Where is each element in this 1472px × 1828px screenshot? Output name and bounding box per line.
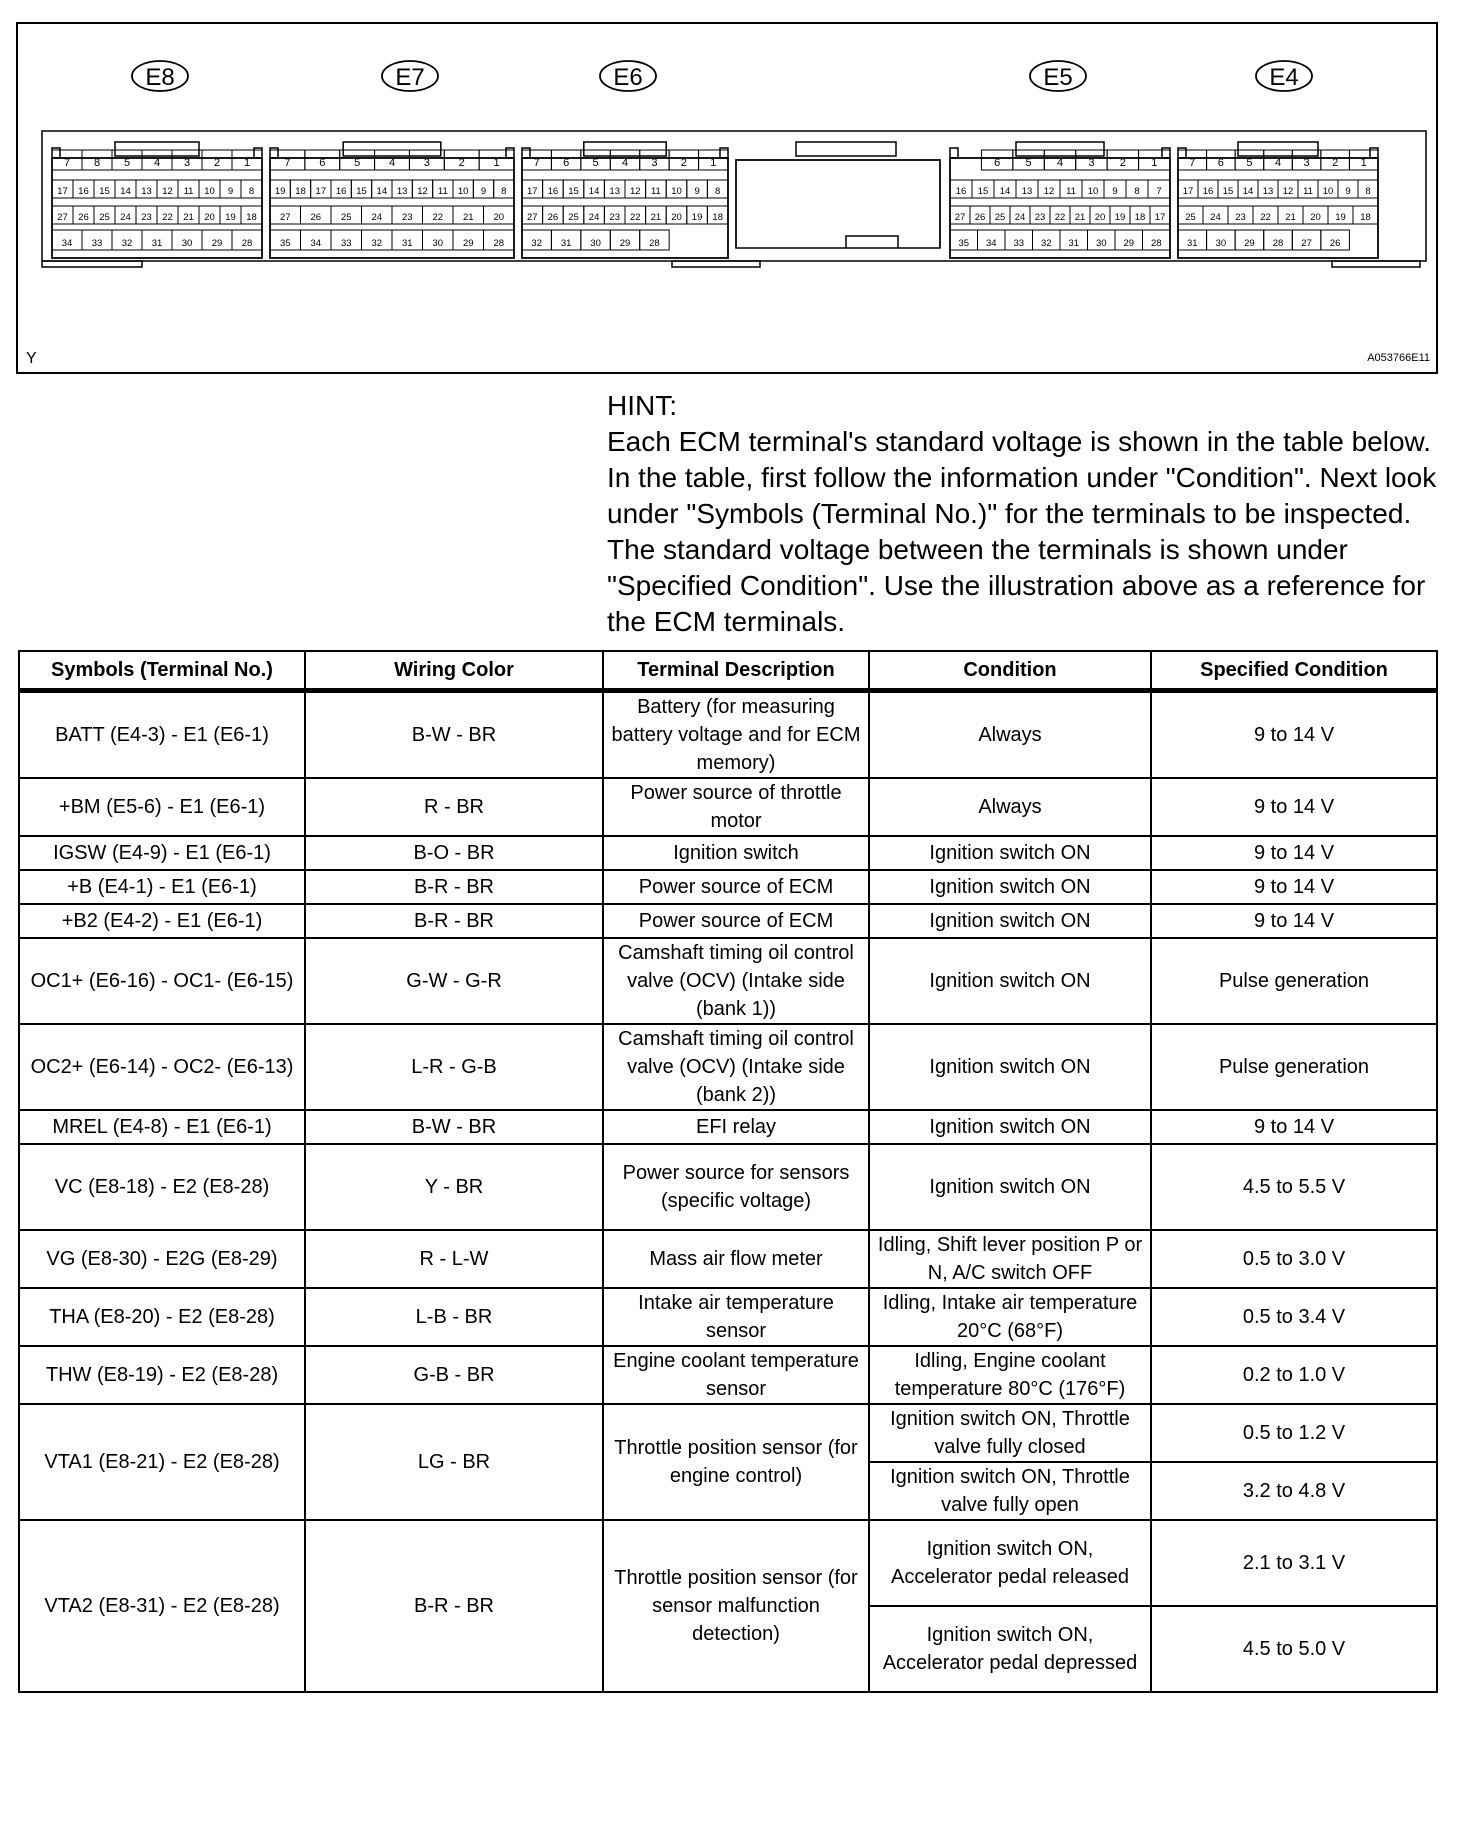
terminal-description: Throttle position sensor (for sensor malfunction detection)	[603, 1520, 869, 1692]
terminal-description: Power source of ECM	[603, 870, 869, 904]
table-row	[19, 1230, 1437, 1288]
terminal-number: 4	[1056, 157, 1064, 169]
terminal-number: 13	[609, 186, 620, 197]
condition: Ignition switch ON	[869, 1110, 1151, 1144]
terminal-number: 13	[396, 186, 408, 197]
terminal-number: 30	[590, 238, 601, 249]
connector-label: E5	[1043, 64, 1073, 91]
terminal-number: 9	[227, 186, 234, 197]
terminal-number: 32	[1040, 238, 1052, 249]
terminal-number: 24	[1014, 212, 1026, 223]
terminal-number: 28	[1272, 238, 1284, 249]
terminal-number: 7	[1156, 186, 1162, 197]
terminal-symbol: +B2 (E4-2) - E1 (E6-1)	[19, 904, 305, 938]
terminal-number: 7	[63, 157, 71, 169]
terminal-number: 27	[527, 212, 538, 223]
condition: Idling, Shift lever position P or N, A/C switch OFF	[869, 1230, 1151, 1288]
wiring-color: B-O - BR	[305, 836, 603, 870]
terminal-number: 16	[955, 186, 967, 197]
terminal-description: Battery (for measuring battery voltage and for ECM memory)	[603, 691, 869, 779]
wiring-color: B-W - BR	[305, 691, 603, 779]
terminal-number: 28	[649, 238, 660, 249]
terminal-description: Mass air flow meter	[603, 1230, 869, 1288]
terminal-number: 30	[1095, 238, 1107, 249]
terminal-number: 22	[1054, 212, 1066, 223]
table-row	[19, 1520, 1437, 1606]
terminal-number: 11	[1066, 186, 1076, 197]
connector-label: E8	[145, 64, 175, 91]
terminal-symbol: IGSW (E4-9) - E1 (E6-1)	[19, 836, 305, 870]
terminal-number: 31	[151, 238, 163, 249]
condition: Always	[869, 691, 1151, 779]
terminal-number: 2	[680, 157, 687, 169]
terminal-number: 8	[248, 186, 255, 197]
terminal-number: 13	[1021, 186, 1033, 197]
terminal-number: 22	[432, 212, 444, 223]
terminal-number: 13	[141, 186, 152, 197]
terminal-number: 6	[319, 157, 326, 169]
table-row	[19, 836, 1437, 870]
terminal-number: 7	[1189, 157, 1196, 169]
terminal-number: 26	[310, 212, 322, 223]
terminal-number: 24	[120, 212, 131, 223]
connector-latch	[343, 142, 441, 156]
terminal-number: 9	[1345, 186, 1351, 197]
terminal-symbol: THA (E8-20) - E2 (E8-28)	[19, 1288, 305, 1346]
terminal-number: 17	[57, 186, 68, 197]
terminal-number: 34	[310, 238, 322, 249]
terminal-number: 20	[1094, 212, 1106, 223]
terminal-description: Engine coolant temperature sensor	[603, 1346, 869, 1404]
terminal-description: Camshaft timing oil control valve (OCV) (Intake side (bank 1))	[603, 938, 869, 1024]
wiring-color: B-R - BR	[305, 870, 603, 904]
terminal-number: 16	[1202, 186, 1214, 197]
center-connector-key	[846, 236, 898, 248]
condition: Ignition switch ON, Throttle valve fully closed	[869, 1404, 1151, 1462]
terminal-number: 29	[1244, 238, 1255, 249]
terminal-number: 29	[1123, 238, 1135, 249]
terminal-number: 2	[1119, 157, 1126, 169]
terminal-number: 5	[1025, 157, 1032, 169]
terminal-number: 15	[1222, 186, 1234, 197]
terminal-symbol: VC (E8-18) - E2 (E8-28)	[19, 1144, 305, 1230]
terminal-symbol: MREL (E4-8) - E1 (E6-1)	[19, 1110, 305, 1144]
wiring-color: L-R - G-B	[305, 1024, 603, 1110]
terminal-description: EFI relay	[603, 1110, 869, 1144]
connector-label: E7	[395, 64, 425, 91]
housing-foot	[42, 261, 142, 267]
specified-condition: Pulse generation	[1151, 938, 1437, 1024]
terminal-number: 3	[651, 157, 658, 169]
terminal-number: 22	[162, 212, 173, 223]
terminal-number: 8	[1134, 186, 1140, 197]
terminal-number: 23	[401, 212, 413, 223]
table-row	[19, 938, 1437, 1024]
specified-condition: 0.5 to 1.2 V	[1151, 1404, 1437, 1462]
connector-latch	[115, 142, 199, 156]
terminal-number: 15	[99, 186, 110, 197]
condition: Ignition switch ON	[869, 904, 1151, 938]
terminal-symbol: BATT (E4-3) - E1 (E6-1)	[19, 691, 305, 779]
terminal-number: 3	[183, 157, 191, 169]
specified-condition: 3.2 to 4.8 V	[1151, 1462, 1437, 1520]
terminal-voltage-table	[18, 650, 1438, 1693]
terminal-number: 30	[1215, 238, 1227, 249]
table-row	[19, 1288, 1437, 1346]
terminal-number: 11	[1303, 186, 1313, 197]
terminal-number: 26	[78, 212, 89, 223]
terminal-number: 18	[1134, 212, 1146, 223]
terminal-number: 16	[78, 186, 89, 197]
condition: Ignition switch ON	[869, 836, 1151, 870]
terminal-number: 2	[1332, 157, 1339, 169]
terminal-number: 11	[650, 186, 661, 197]
table-row	[19, 1144, 1437, 1230]
terminal-number: 9	[1112, 186, 1118, 197]
terminal-number: 19	[1335, 212, 1346, 223]
terminal-number: 12	[162, 186, 173, 197]
terminal-number: 18	[1360, 212, 1371, 223]
terminal-number: 14	[376, 186, 388, 197]
terminal-number: 3	[1088, 157, 1095, 169]
table-row	[19, 1346, 1437, 1404]
specified-condition: 0.2 to 1.0 V	[1151, 1346, 1437, 1404]
terminal-number: 11	[437, 186, 448, 197]
terminal-description: Intake air temperature sensor	[603, 1288, 869, 1346]
specified-condition: 9 to 14 V	[1151, 778, 1437, 836]
terminal-number: 19	[225, 212, 236, 223]
terminal-number: 25	[1185, 212, 1196, 223]
table-row	[19, 1024, 1437, 1110]
terminal-number: 29	[619, 238, 631, 249]
terminal-number: 30	[181, 238, 193, 249]
terminal-number: 10	[204, 186, 215, 197]
ecm-connector-figure	[16, 22, 1438, 374]
terminal-number: 31	[1068, 238, 1080, 249]
terminal-number: 23	[609, 212, 620, 223]
terminal-number: 1	[1151, 157, 1158, 169]
terminal-number: 12	[417, 186, 428, 197]
terminal-number: 7	[284, 157, 291, 169]
specified-condition: 2.1 to 3.1 V	[1151, 1520, 1437, 1606]
terminal-number: 14	[588, 186, 600, 197]
wiring-color: R - L-W	[305, 1230, 603, 1288]
condition: Ignition switch ON	[869, 1024, 1151, 1110]
terminal-number: 27	[57, 212, 68, 223]
connector-latch	[584, 142, 666, 156]
terminal-number: 22	[630, 212, 641, 223]
specified-condition: 4.5 to 5.0 V	[1151, 1606, 1437, 1692]
hint-block	[607, 388, 1437, 640]
specified-condition: 0.5 to 3.0 V	[1151, 1230, 1437, 1288]
terminal-number: 10	[671, 186, 682, 197]
specified-condition: 9 to 14 V	[1151, 904, 1437, 938]
terminal-number: 12	[1043, 186, 1055, 197]
terminal-number: 9	[480, 186, 487, 197]
terminal-number: 25	[994, 212, 1006, 223]
terminal-number: 32	[371, 238, 383, 249]
specified-condition: 9 to 14 V	[1151, 870, 1437, 904]
table-row	[19, 1404, 1437, 1462]
condition: Ignition switch ON, Accelerator pedal released	[869, 1520, 1151, 1606]
terminal-number: 35	[958, 238, 970, 249]
terminal-number: 5	[354, 157, 361, 169]
connector-latch	[1238, 142, 1318, 156]
terminal-number: 6	[1217, 157, 1224, 169]
terminal-symbol: VTA1 (E8-21) - E2 (E8-28)	[19, 1404, 305, 1520]
table-row	[19, 870, 1437, 904]
terminal-number: 21	[1285, 212, 1296, 223]
wiring-color: LG - BR	[305, 1404, 603, 1520]
terminal-number: 21	[1074, 212, 1086, 223]
terminal-number: 10	[1087, 186, 1099, 197]
terminal-number: 18	[295, 186, 306, 197]
terminal-number: 15	[356, 186, 367, 197]
terminal-number: 33	[1013, 238, 1025, 249]
terminal-number: 26	[547, 212, 559, 223]
terminal-number: 25	[568, 212, 579, 223]
terminal-number: 14	[1242, 186, 1254, 197]
wiring-color: B-R - BR	[305, 904, 603, 938]
wiring-color: B-W - BR	[305, 1110, 603, 1144]
wiring-color: Y - BR	[305, 1144, 603, 1230]
terminal-number: 28	[241, 238, 253, 249]
terminal-number: 5	[1246, 157, 1253, 169]
table-row	[19, 904, 1437, 938]
terminal-number: 20	[1310, 212, 1321, 223]
specified-condition: 4.5 to 5.5 V	[1151, 1144, 1437, 1230]
terminal-number: 29	[211, 238, 223, 249]
terminal-number: 33	[340, 238, 352, 249]
specified-condition: 9 to 14 V	[1151, 691, 1437, 779]
header-condition: Condition	[869, 651, 1151, 691]
specified-condition: 9 to 14 V	[1151, 836, 1437, 870]
terminal-number: 21	[650, 212, 662, 223]
figure-code: A053766E11	[1367, 352, 1430, 364]
terminal-number: 18	[712, 212, 723, 223]
terminal-number: 34	[61, 238, 73, 249]
condition: Ignition switch ON	[869, 938, 1151, 1024]
terminal-number: 8	[93, 157, 101, 169]
terminal-number: 14	[120, 186, 131, 197]
terminal-number: 20	[493, 212, 505, 223]
wiring-color: B-R - BR	[305, 1520, 603, 1692]
terminal-number: 28	[1150, 238, 1162, 249]
header-wiring-color: Wiring Color	[305, 651, 603, 691]
specified-condition: 0.5 to 3.4 V	[1151, 1288, 1437, 1346]
condition: Ignition switch ON	[869, 870, 1151, 904]
terminal-number: 6	[563, 157, 570, 169]
connector-label: E4	[1269, 64, 1299, 91]
terminal-description: Throttle position sensor (for engine control)	[603, 1404, 869, 1520]
terminal-number: 1	[493, 157, 500, 169]
terminal-number: 20	[204, 212, 215, 223]
terminal-number: 8	[501, 186, 507, 197]
condition: Always	[869, 778, 1151, 836]
terminal-number: 24	[1210, 212, 1221, 223]
terminal-number: 26	[974, 212, 986, 223]
center-connector-edge	[736, 160, 940, 248]
terminal-number: 12	[630, 186, 641, 197]
terminal-number: 8	[715, 186, 721, 197]
terminal-number: 4	[621, 157, 629, 169]
terminal-number: 17	[1182, 186, 1194, 197]
figure-corner-label: Y	[26, 350, 37, 367]
terminal-number: 31	[401, 238, 413, 249]
connector-label: E6	[613, 64, 643, 91]
wiring-color: G-B - BR	[305, 1346, 603, 1404]
terminal-number: 14	[999, 186, 1011, 197]
condition: Ignition switch ON, Accelerator pedal depressed	[869, 1606, 1151, 1692]
terminal-description: Camshaft timing oil control valve (OCV) (Intake side (bank 2))	[603, 1024, 869, 1110]
table-row	[19, 778, 1437, 836]
wiring-color: L-B - BR	[305, 1288, 603, 1346]
terminal-number: 1	[243, 157, 251, 169]
terminal-description: Ignition switch	[603, 836, 869, 870]
terminal-number: 32	[121, 238, 133, 249]
terminal-number: 34	[985, 238, 997, 249]
terminal-number: 6	[994, 157, 1001, 169]
terminal-number: 4	[153, 157, 161, 169]
terminal-number: 31	[1186, 238, 1198, 249]
hint-body: Each ECM terminal's standard voltage is shown in the table below. In the table, first follow the information under "Condition". Next look under "Symbols (Terminal No.)" for the terminals to be inspected. The standard voltage between the terminals is shown under "Specified Condition". Use the illustration above as a reference for the ECM terminals.	[607, 426, 1437, 637]
terminal-number: 23	[1034, 212, 1046, 223]
terminal-number: 4	[388, 157, 396, 169]
terminal-number: 3	[423, 157, 430, 169]
terminal-number: 21	[462, 212, 474, 223]
terminal-number: 23	[141, 212, 152, 223]
terminal-number: 33	[91, 238, 103, 249]
terminal-number: 10	[1322, 186, 1334, 197]
connector-latch	[1016, 142, 1104, 156]
terminal-number: 8	[1365, 186, 1371, 197]
terminal-symbol: VTA2 (E8-31) - E2 (E8-28)	[19, 1520, 305, 1692]
terminal-number: 22	[1260, 212, 1271, 223]
terminal-number: 5	[592, 157, 599, 169]
terminal-number: 2	[213, 157, 221, 169]
terminal-description: Power source of ECM	[603, 904, 869, 938]
terminal-description: Power source of throttle motor	[603, 778, 869, 836]
table-body	[19, 691, 1437, 1693]
terminal-number: 15	[568, 186, 579, 197]
terminal-symbol: OC2+ (E6-14) - OC2- (E6-13)	[19, 1024, 305, 1110]
condition: Idling, Intake air temperature 20°C (68°F)	[869, 1288, 1151, 1346]
terminal-number: 25	[99, 212, 110, 223]
terminal-number: 19	[1114, 212, 1126, 223]
terminal-number: 32	[531, 238, 543, 249]
header-terminal-description: Terminal Description	[603, 651, 869, 691]
terminal-number: 31	[560, 238, 572, 249]
terminal-symbol: THW (E8-19) - E2 (E8-28)	[19, 1346, 305, 1404]
terminal-number: 5	[123, 157, 131, 169]
terminal-number: 20	[671, 212, 682, 223]
terminal-number: 11	[183, 186, 194, 197]
terminal-symbol: OC1+ (E6-16) - OC1- (E6-15)	[19, 938, 305, 1024]
terminal-number: 4	[1274, 157, 1282, 169]
header-symbols: Symbols (Terminal No.)	[19, 651, 305, 691]
terminal-number: 18	[246, 212, 257, 223]
terminal-symbol: +BM (E5-6) - E1 (E6-1)	[19, 778, 305, 836]
terminal-number: 35	[279, 238, 291, 249]
terminal-number: 16	[335, 186, 347, 197]
terminal-number: 27	[1301, 238, 1312, 249]
terminal-number: 9	[694, 186, 700, 197]
condition: Idling, Engine coolant temperature 80°C (176°F)	[869, 1346, 1151, 1404]
condition: Ignition switch ON, Throttle valve fully open	[869, 1462, 1151, 1520]
terminal-description: Power source for sensors (specific voltage)	[603, 1144, 869, 1230]
terminal-number: 27	[279, 212, 291, 223]
terminal-symbol: +B (E4-1) - E1 (E6-1)	[19, 870, 305, 904]
terminal-number: 3	[1303, 157, 1310, 169]
terminal-number: 27	[954, 212, 966, 223]
terminal-number: 23	[1235, 212, 1246, 223]
housing-foot	[1332, 261, 1420, 267]
center-connector-block	[736, 160, 940, 248]
wiring-color: R - BR	[305, 778, 603, 836]
specified-condition: Pulse generation	[1151, 1024, 1437, 1110]
terminal-number: 7	[533, 157, 540, 169]
terminal-number: 24	[371, 212, 383, 223]
terminal-number: 19	[274, 186, 286, 197]
terminal-number: 1	[1360, 157, 1367, 169]
terminal-number: 24	[588, 212, 600, 223]
terminal-number: 16	[547, 186, 559, 197]
terminal-number: 15	[977, 186, 989, 197]
specified-condition: 9 to 14 V	[1151, 1110, 1437, 1144]
terminal-number: 12	[1282, 186, 1294, 197]
wiring-color: G-W - G-R	[305, 938, 603, 1024]
terminal-number: 17	[527, 186, 538, 197]
table-row	[19, 1110, 1437, 1144]
terminal-number: 19	[691, 212, 703, 223]
connector-key	[950, 148, 958, 158]
terminal-symbol: VG (E8-30) - E2G (E8-29)	[19, 1230, 305, 1288]
table-header-row	[19, 651, 1437, 691]
terminal-number: 13	[1262, 186, 1274, 197]
terminal-number: 21	[183, 212, 194, 223]
hint-title: HINT:	[607, 390, 677, 421]
condition: Ignition switch ON	[869, 1144, 1151, 1230]
terminal-number: 25	[340, 212, 352, 223]
terminal-number: 26	[1329, 238, 1341, 249]
connector-diagram	[18, 24, 1436, 372]
terminal-number: 1	[710, 157, 717, 169]
terminal-number: 29	[462, 238, 474, 249]
center-connector-latch	[796, 142, 896, 156]
terminal-number: 10	[457, 186, 469, 197]
terminal-number: 17	[1154, 212, 1166, 223]
terminal-number: 2	[458, 157, 465, 169]
housing-foot	[672, 261, 760, 267]
terminal-number: 30	[432, 238, 444, 249]
header-specified-condition: Specified Condition	[1151, 651, 1437, 691]
terminal-number: 28	[493, 238, 505, 249]
table-row	[19, 691, 1437, 779]
terminal-number: 17	[315, 186, 327, 197]
